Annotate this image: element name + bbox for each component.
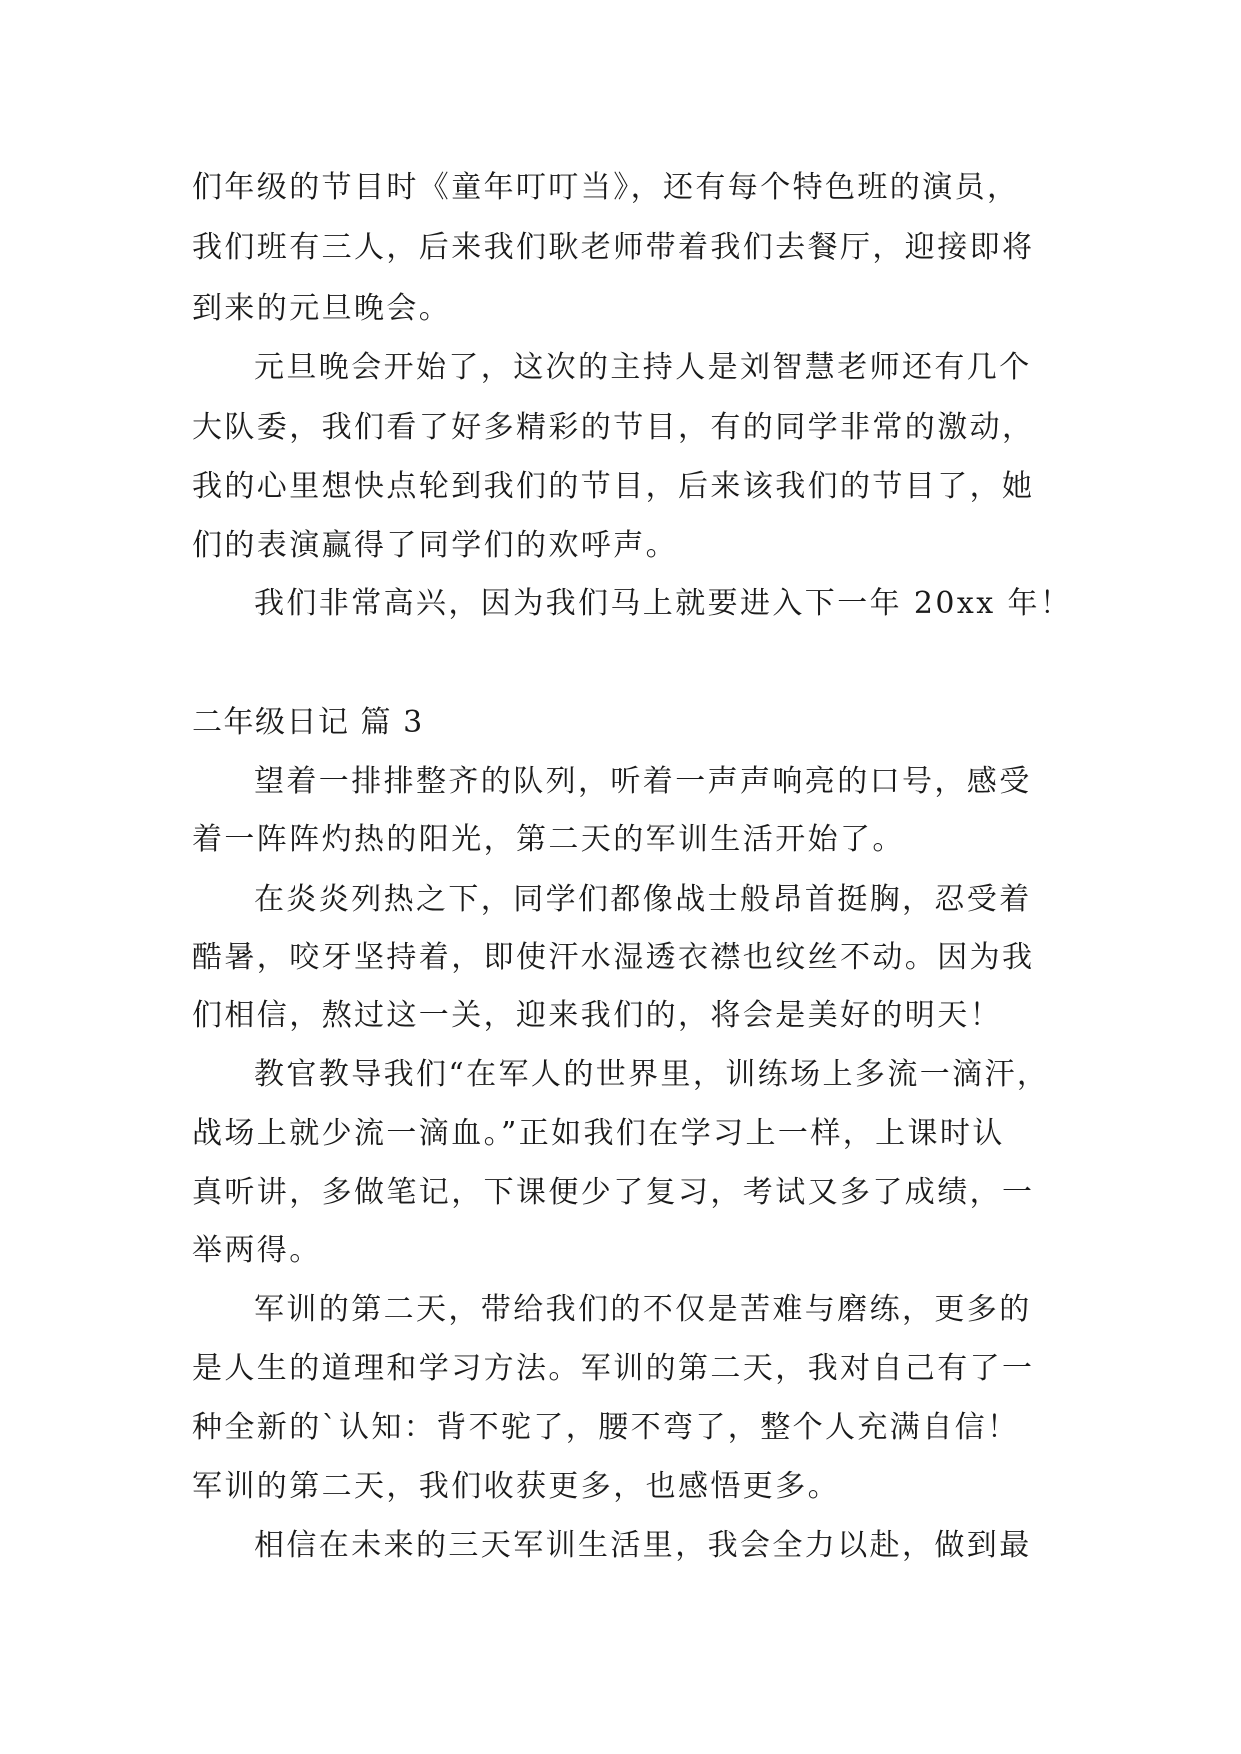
text-line: 战场上就少流一滴血。”正如我们在学习上一样，上课时认: [192, 1116, 1005, 1151]
text-line: 种全新的`认知：背不驼了，腰不弯了，整个人充满自信！: [192, 1410, 1020, 1445]
text-line: 我们非常高兴，因为我们马上就要进入下一年 20xx 年！: [254, 586, 1073, 621]
text-line: 是人生的道理和学习方法。军训的第二天，我对自己有了一: [192, 1351, 1035, 1386]
text-line: 着一阵阵灼热的阳光，第二天的军训生活开始了。: [192, 822, 905, 857]
text-line: 相信在未来的三天军训生活里，我会全力以赴，做到最: [254, 1528, 1032, 1563]
text-line: 到来的元旦晚会。: [192, 291, 452, 326]
text-line: 我的心里想快点轮到我们的节目，后来该我们的节目了，她: [192, 469, 1035, 504]
text-line: 们年级的节目时《童年叮叮当》，还有每个特色班的演员，: [192, 170, 1020, 205]
text-line: 军训的第二天，带给我们的不仅是苦难与磨练，更多的: [254, 1292, 1032, 1327]
section-heading: 二年级日记 篇 3: [192, 705, 424, 740]
text-line: 在炎炎列热之下，同学们都像战士般昂首挺胸，忍受着: [254, 882, 1032, 917]
text-line: 教官教导我们“在军人的世界里，训练场上多流一滴汗，: [254, 1057, 1050, 1092]
text-line: 望着一排排整齐的队列，听着一声声响亮的口号，感受: [254, 764, 1032, 799]
text-line: 我们班有三人，后来我们耿老师带着我们去餐厅，迎接即将: [192, 230, 1035, 265]
text-line: 大队委，我们看了好多精彩的节目，有的同学非常的激动，: [192, 410, 1035, 445]
text-line: 举两得。: [192, 1233, 322, 1268]
text-line: 们的表演赢得了同学们的欢呼声。: [192, 528, 678, 563]
text-line: 酷暑，咬牙坚持着，即使汗水湿透衣襟也纹丝不动。因为我: [192, 940, 1035, 975]
text-line: 真听讲，多做笔记，下课便少了复习，考试又多了成绩，一: [192, 1175, 1035, 1210]
text-line: 军训的第二天，我们收获更多，也感悟更多。: [192, 1469, 840, 1504]
text-line: 们相信，熬过这一关，迎来我们的，将会是美好的明天！: [192, 998, 1002, 1033]
text-line: 元旦晚会开始了，这次的主持人是刘智慧老师还有几个: [254, 350, 1032, 385]
